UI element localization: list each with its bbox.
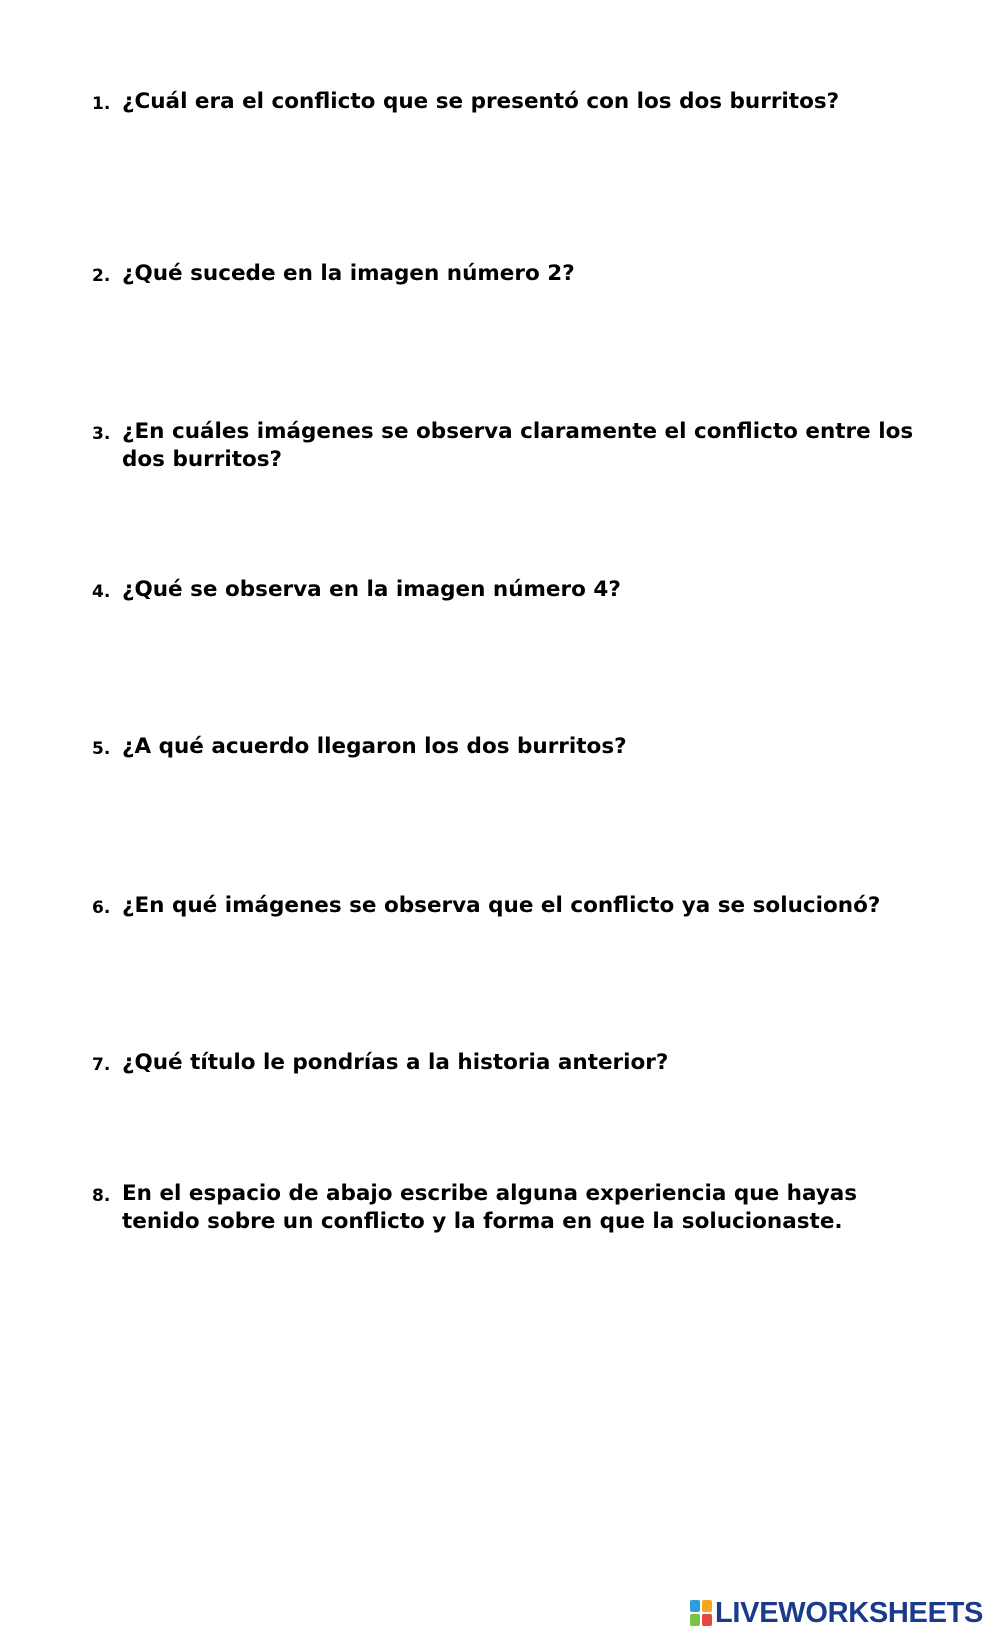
question-4 [92,576,922,606]
question-1 [92,88,922,118]
question-number: 1. [92,94,111,114]
question-text: ¿A qué acuerdo llegaron los dos burritos? [122,734,627,759]
question-text: ¿Qué sucede en la imagen número 2? [122,261,575,286]
logo-tile [690,1614,700,1626]
logo-tile [702,1600,712,1612]
question-number: 3. [92,424,111,444]
question-2 [92,260,922,290]
question-text: ¿Qué título le pondrías a la historia anterior? [122,1050,669,1075]
question-number: 7. [92,1055,111,1075]
logo-text: LIVEWORKSHEETS [715,1597,984,1629]
question-number: 2. [92,266,111,286]
question-8 [92,1180,922,1236]
question-text: ¿En cuáles imágenes se observa claramente el conflicto entre los dos burritos? [122,419,914,472]
question-text: En el espacio de abajo escribe alguna experiencia que hayas tenido sobre un conflicto y la forma en que la solucionaste. [122,1181,858,1234]
question-7 [92,1049,922,1079]
question-text: ¿En qué imágenes se observa que el conflicto ya se solucionó? [122,893,881,918]
liveworksheets-logo [690,1596,983,1630]
question-text: ¿Qué se observa en la imagen número 4? [122,577,621,602]
question-6 [92,892,922,922]
logo-tile [690,1600,700,1612]
question-3 [92,418,922,474]
question-number: 5. [92,739,111,759]
question-number: 6. [92,898,111,918]
question-number: 8. [92,1186,111,1206]
question-5 [92,733,922,763]
question-text: ¿Cuál era el conflicto que se presentó con los dos burritos? [122,89,840,114]
logo-tile [702,1614,712,1626]
question-number: 4. [92,582,111,602]
liveworksheets-logo-icon [690,1600,712,1626]
